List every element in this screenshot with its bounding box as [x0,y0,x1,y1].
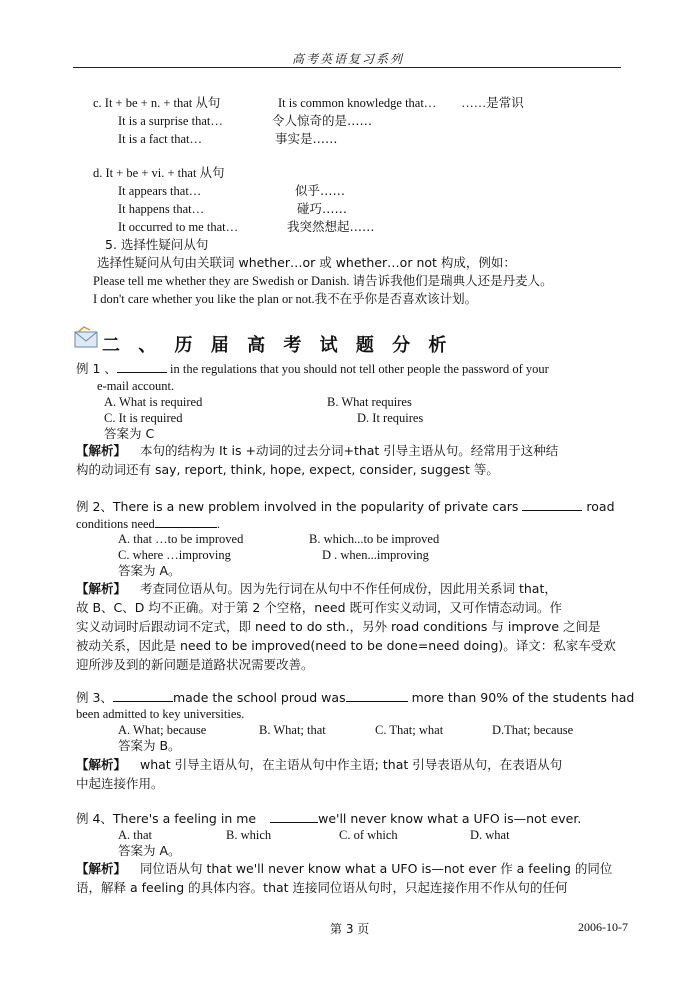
q1-option-d: D. It requires [357,411,424,425]
q4-blank [270,810,318,823]
q2-analysis-text-1: 考查同位语从句。因为先行词在从句中不作任何成份，因此用关系词 that， [140,581,557,596]
q3-analysis-1 [76,757,562,773]
page-number: 第 3 页 [330,922,370,936]
d-line-1: It appears that… [118,184,202,198]
q3-cont: been admitted to key universities. [76,707,245,721]
q4-answer: 答案为 A。 [118,843,181,858]
footer-date: 2006-10-7 [578,920,628,934]
q4-option-b: B. which [226,828,272,842]
header-title: 高考英语复习系列 [291,52,404,66]
q4-analysis-label: 【解析】 [76,861,127,876]
q2-blank-1 [522,498,582,511]
d-line-1-zh: 似乎…… [295,183,346,198]
d-line-2: It happens that… [118,202,205,216]
q2-lead: 例 2、There is a new problem involved in the popularity of private cars [76,499,519,514]
q2-analysis-2: 故 B、C、D 均不正确。对于第 2 个空格，need 既可作实义动词，又可作情态动词。作 [76,600,562,615]
q2-analysis-1 [76,581,557,597]
q3-blank-2 [346,689,408,702]
q1-option-b: B. What requires [327,395,412,409]
q2-blank-2 [155,515,217,528]
q3-mid: made the school proud was [172,690,346,705]
q2-option-c: C. where …improving [118,548,231,562]
q3-stem [76,689,634,706]
d-line-3-zh: 我突然想起…… [287,219,375,234]
c-example: It is common knowledge that… ……是常识 [278,96,524,110]
c-line-1-zh: 令人惊奇的是…… [272,113,373,128]
header-rule [73,67,621,68]
q2-analysis-label: 【解析】 [76,581,127,596]
q1-cont: e-mail account. [97,379,175,393]
q3-answer: 答案为 B。 [118,738,181,753]
c-line-2: It is a fact that… [118,132,202,146]
q1-analysis-label: 【解析】 [76,443,127,458]
q4-lead: 例 4、There's a feeling in me [76,811,257,826]
q2-cont-line: conditions need . [76,517,220,531]
q1-analysis-2: 构的动词还有 say, report, think, hope, expect, consider, suggest 等。 [76,462,499,477]
q2-analysis-5: 迎所涉及到的新问题是道路状况需要改善。 [76,657,314,672]
q2-stem [76,498,615,515]
q3-rest: more than 90% of the students had [411,690,635,705]
c-line-1: It is a surprise that… [118,114,223,128]
q2-option-a: A. that …to be improved [118,532,244,546]
q3-option-c: C. That; what [375,723,444,737]
q2-option-d: D . when...improving [322,548,429,562]
q4-option-c: C. of which [339,828,398,842]
q1-rest: in the regulations that you should not tell other people the password of your [170,362,549,376]
q3-option-b: B. What; that [259,723,326,737]
c-line-2-zh: 事实是…… [275,131,338,146]
q1-option-a: A. What is required [104,395,203,409]
q1-analysis-text-1: 本句的结构为 It is +动词的过去分词+that 引导主语从句。经常用于这种结 [140,443,559,458]
section-2-title: 二 、 历 届 高 考 试 题 分 析 [102,335,453,356]
q2-analysis-4: 被动关系，因此是 need to be improved(need to be done=need doing)。译文：私家车受欢 [76,638,616,653]
d-line-2-zh: 碰巧…… [297,201,348,216]
q4-option-a: A. that [118,828,153,842]
q3-option-d: D.That; because [492,723,574,737]
d-title: d. It + be + vi. + that 从句 [93,166,225,180]
five-example-2: I don't care whether you like the plan or not.我不在乎你是否喜欢该计划。 [93,292,478,306]
q3-blank-1 [113,689,173,702]
q2-analysis-3: 实义动词时后跟动词不定式，即 need to do sth.，另外 road conditions 与 improve 之间是 [76,619,601,634]
q3-analysis-2: 中起连接作用。 [76,776,164,791]
q3-option-a: A. What; because [118,723,207,737]
q4-analysis-1 [76,861,612,877]
five-title: 5. 选择性疑问从句 [105,237,209,252]
q3-analysis-text-1: what 引导主语从句，在主语从句中作主语; that 引导表语从句，在表语从句 [140,757,563,772]
q4-stem [76,810,581,827]
q2-option-b: B. which...to be improved [309,532,440,546]
q4-rest: we'll never know what a UFO is—not ever. [318,811,582,826]
q2-after: road [586,499,615,514]
q3-analysis-label: 【解析】 [76,757,127,772]
q4-option-d: D. what [470,828,510,842]
five-example-1: Please tell me whether they are Swedish or Danish. 请告诉我他们是瑞典人还是丹麦人。 [93,274,553,288]
q1-blank [117,360,167,373]
q1-answer: 答案为 C [104,426,155,441]
q1-option-c: C. It is required [104,411,183,425]
envelope-icon [74,326,100,350]
q1-analysis-1 [76,443,558,459]
d-line-3: It occurred to me that… [118,220,239,234]
q4-analysis-2: 语，解释 a feeling 的具体内容。that 连接同位语从句时，只起连接作用不作从句的任何 [76,880,568,895]
q3-lead: 例 3、 [76,690,113,705]
q4-analysis-text-1: 同位语从句 that we'll never know what a UFO is—not ever 作 a feeling 的同位 [140,861,613,876]
c-title: c. It + be + n. + that 从句 [93,96,221,110]
q1-stem [76,360,549,377]
five-intro: 选择性疑问从句由关联词 whether…or 或 whether…or not 构成，例如： [97,255,516,270]
q2-cont: conditions need [76,517,155,531]
q1-lead: 例 1 、 [76,361,117,376]
q2-answer: 答案为 A。 [118,563,181,578]
